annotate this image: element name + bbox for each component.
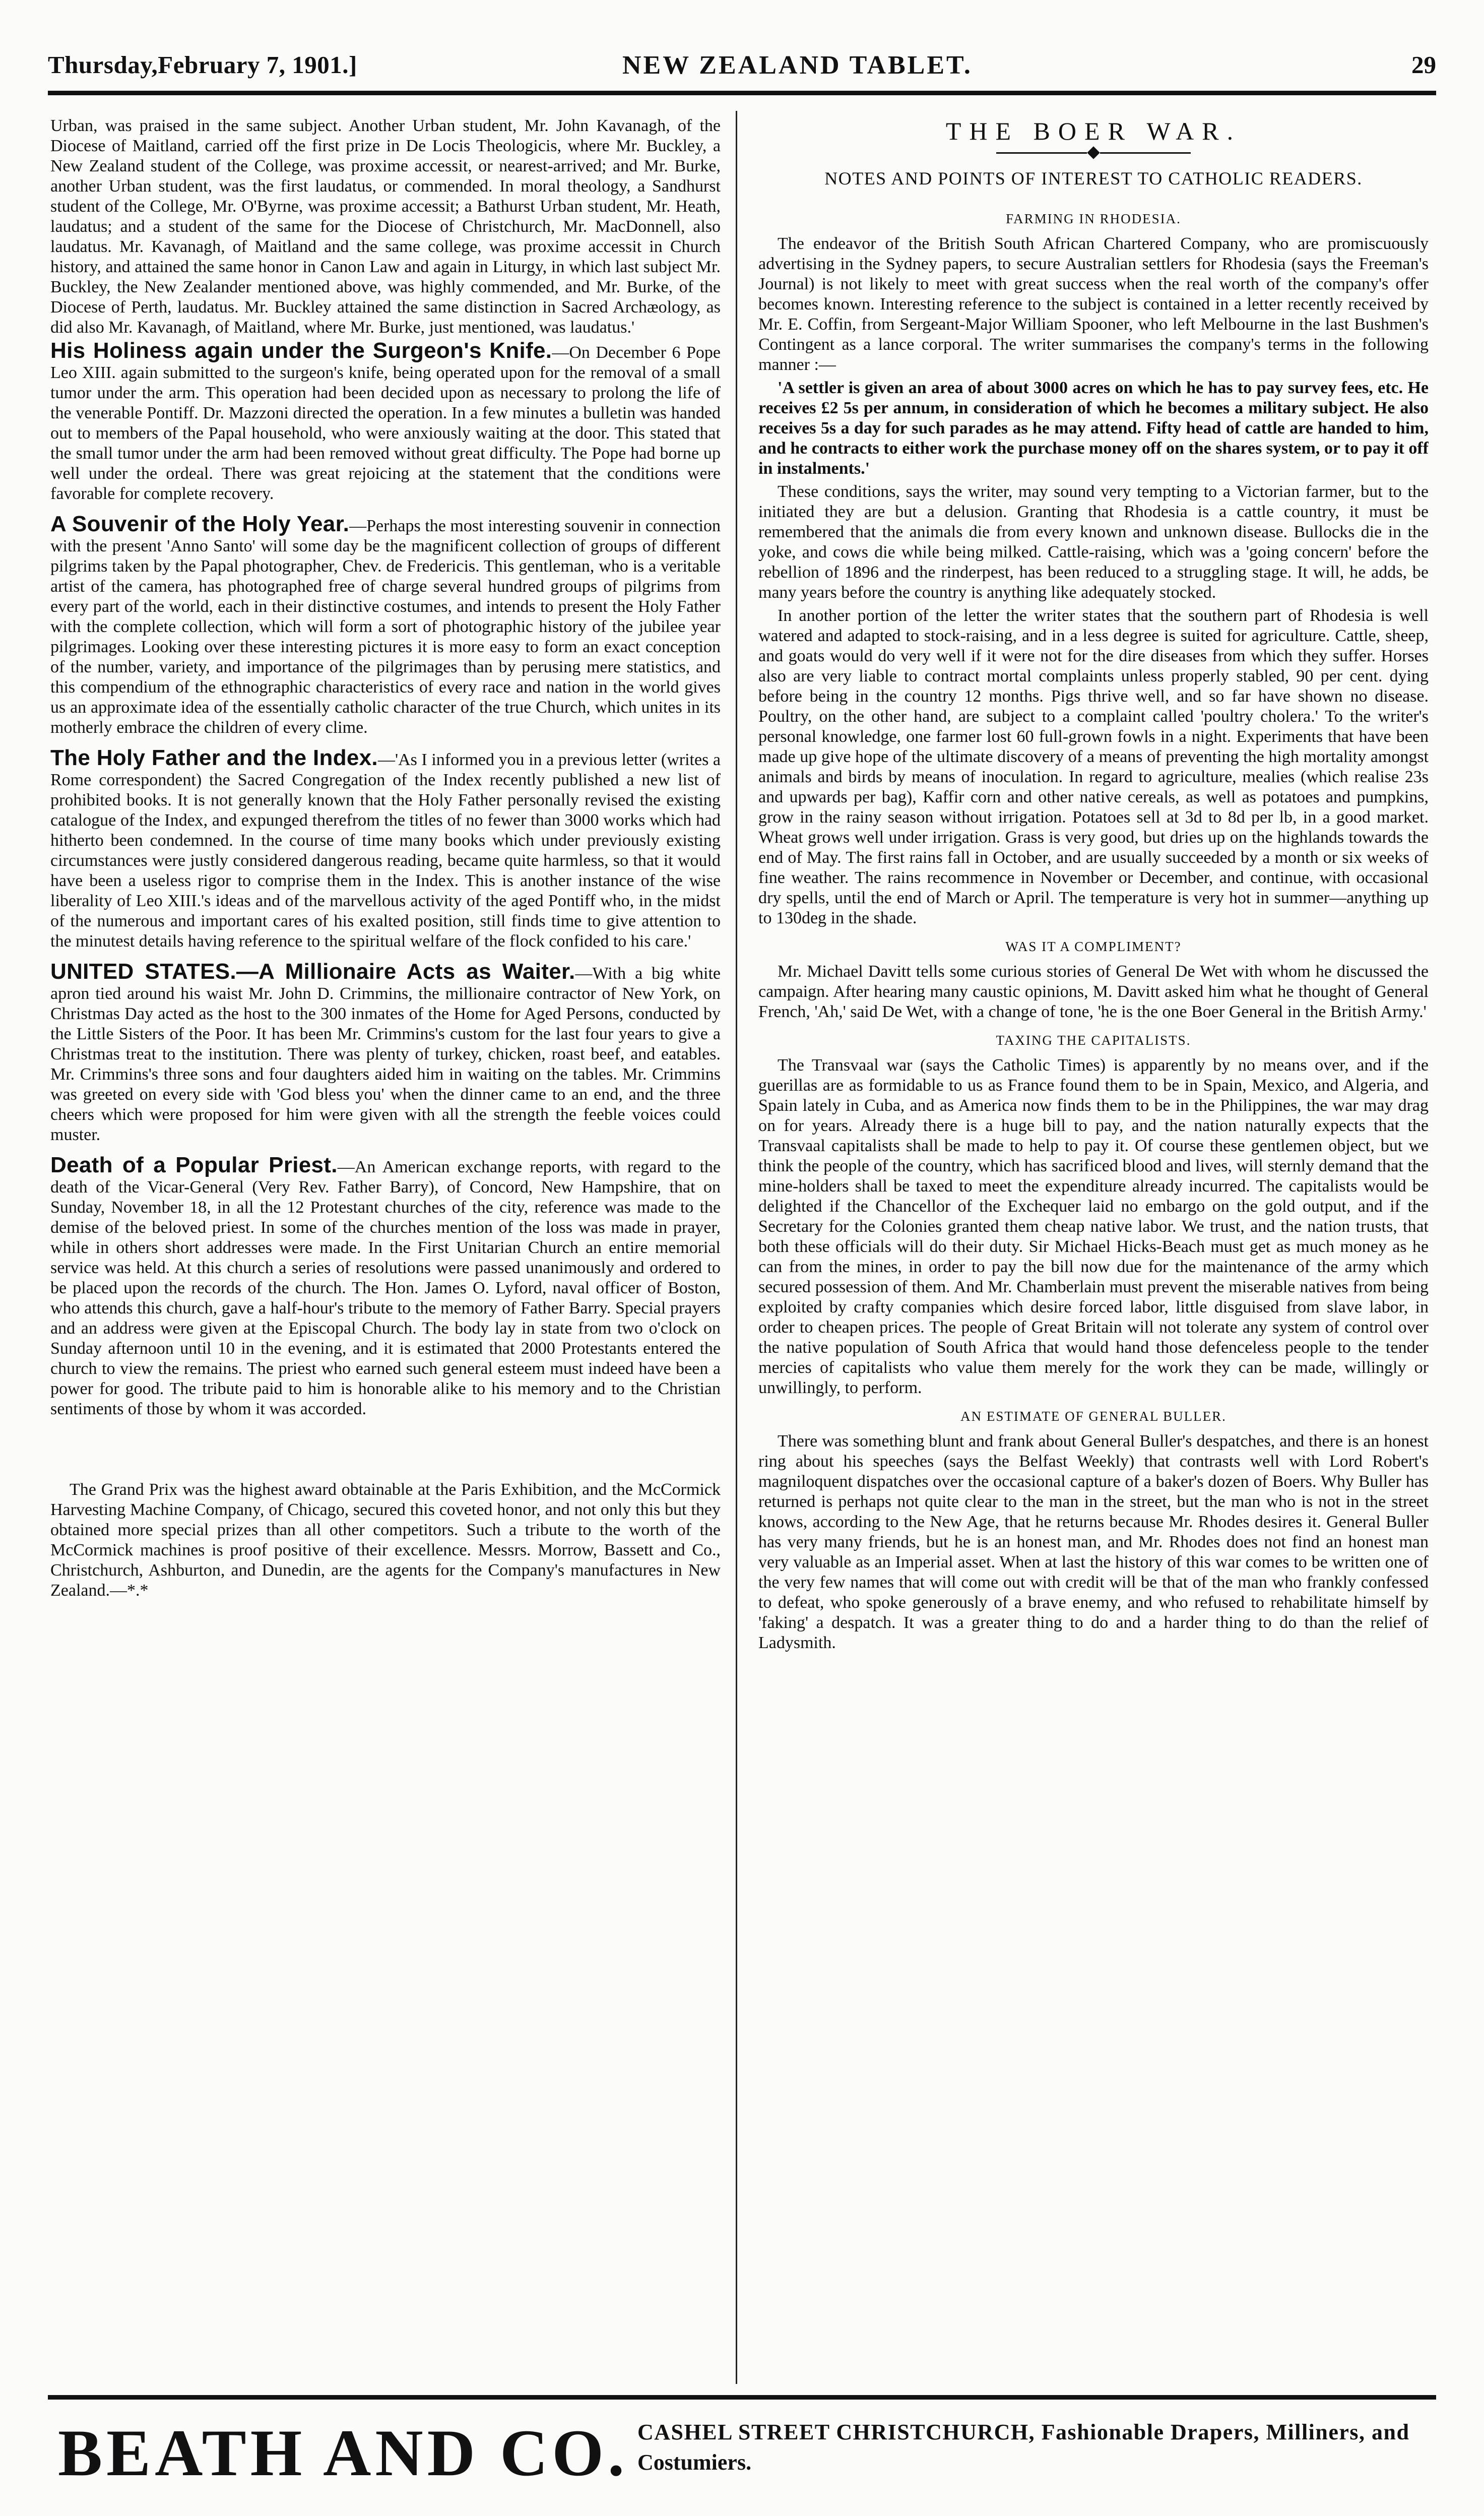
subhead-compliment: WAS IT A COMPLIMENT?	[1005, 939, 1182, 954]
left-column	[50, 116, 721, 2334]
ornament-rule	[996, 152, 1087, 154]
article-death-priest	[50, 1155, 721, 1419]
right-column	[758, 116, 1429, 2354]
article-body: —On December 6 Pope Leo XIII. again submitted to the surgeon's knife, being operated upon for the removal of a small tumor under the arm. This operation had been decided upon as necessary to prolong the life of the venerable Pontiff. Dr. Mazzoni directed the operation. In a few minutes a bulletin was handed out to members of the Papal household, who were anxiously waiting at the door. This stated that the small tumor under the arm had been removed without great difficulty. The Pope had borne up well under the ordeal. There was great rejoicing at the statement that the conditions were favorable for complete recovery.	[50, 343, 721, 503]
column-spacer	[50, 1429, 721, 1480]
title-ornament	[758, 148, 1429, 157]
paragraph: The Transvaal war (says the Catholic Times) is apparently by no means over, and if the guerillas are as formidable to us as France found them to be in Spain, Mexico, and Algeria, and Spain lately in Cuba, and as America now finds them to be in the Philippines, the war may drag on for years. Already there is a huge bill to pay, and the nation naturally expects that the Transvaal capitalists shall be made to help to pay it. Of course these gentlemen object, but we think the people of the country, which has sacrificed blood and lives, will sternly demand that the mine-holders shall be taxed to meet the expenditure already incurred. The capitalists would be delighted if the Chancellor of the Exchequer laid no embargo on the gold output, and if the Secretary for the Colonies granted them cheap native labor. We trust, and the nation trusts, that both these officials will do their duty. Sir Michael Hicks-Beach must get as much money as he can from the mines, in order to pay the bill now due for the maintenance of the army which secured possession of them. And Mr. Chamberlain must prevent the miserable natives from being exploited by crafty companies which desire forced labor, little disguised from slave labor, in order to cheapen prices. The people of Great Britain will not tolerate any system of control over the native population of South Africa that would hand those defenceless people to the tender mercies of capitalists who value them merely for the work they can be made, willingly or unwillingly, to perform.	[758, 1056, 1429, 1397]
article-holiness	[50, 338, 721, 504]
article-index	[50, 745, 721, 952]
subhead-taxing: TAXING THE CAPITALISTS.	[996, 1033, 1191, 1048]
subhead-farming: FARMING IN RHODESIA.	[1006, 211, 1181, 226]
masthead-title: NEW ZEALAND TABLET.	[622, 51, 973, 80]
diamond-icon	[1087, 146, 1100, 159]
paragraph: There was something blunt and frank about General Buller's despatches, and there is an honest ring about his speeches (says the Belfast Weekly) that contrasts well with Lord Robert's magniloquent dispatches over the occasional capture of a baker's dozen of Boers. Why Buller has returned is perhaps not quite clear to the man in the street, but the man who is not in the street knows, according to the New Age, that he returns because Mr. Rhodes desires it. General Buller has very many friends, but he is an honest man, and Mr. Rhodes does not find an honest man very valuable as an Imperial asset. When at last the history of this war comes to be written one of the very few names that will come out with credit will be that of the man who frankly confessed to defeat, who spoke generously of a brave enemy, and who refused to rehabilitate himself by 'faking' a despatch. It was a greater thing to do and a harder thing to do than the relief of Ladysmith.	[758, 1432, 1429, 1652]
page-number: 29	[1411, 51, 1436, 79]
advertiser-trade: Costumiers.	[637, 2450, 752, 2475]
column-divider	[736, 111, 737, 2384]
ornament-rule	[1100, 152, 1191, 154]
header-date: Thursday,February 7, 1901.]	[48, 51, 357, 79]
paragraph: In another portion of the letter the writer states that the southern part of Rhodesia is well watered and adapted to stock-raising, and in a less degree is suited for agriculture. Cattle, sheep, and goats would do very well if it were not for the dire diseases from which they suffer. Horses also are very liable to contract mortal complaints unless properly stabled, 90 per cent. dying before being in the country 12 months. Pigs thrive well, and so far have shown no disease. Poultry, on the other hand, are subject to a complaint called 'poultry cholera.' To the writer's personal knowledge, one farmer lost 60 full-grown fowls in a night. Experiments that have been made up give hope of the ultimate discovery of a means of preventing the high mortality amongst animals and birds by means of inoculation. In regard to agriculture, mealies (which realise 23s and upwards per bag), Kaffir corn and other native cereals, as well as potatoes and pumpkins, grow in the rainy season without irrigation. Potatoes sell at 3d to 8d per lb, in a good market. Wheat grows well under irrigation. Grass is very good, but dries up on the highlands towards the end of May. The first rains fall in October, and are usually succeeded by a month or six weeks of fine weather. The rains recommence in November or December, and continue, with occasional dry spells, until the end of March or April. The temperature is very hot in summer—anything up to 130deg in the shade.	[758, 606, 1429, 927]
article-united-states	[50, 959, 721, 1145]
article-heading: Death of a Popular Priest.	[50, 1153, 338, 1177]
advertorial-grand-prix: The Grand Prix was the highest award obtainable at the Paris Exhibition, and the McCormick Harvesting Machine Company, of Chicago, secured this coveted honor, and not only this but they obtained more special prizes than all other competitors. Such a tribute to the worth of the McCormick machines is proof positive of their excellence. Messrs. Morrow, Bassett and Co., Christchurch, Ashburton, and Dunedin, are the agents for the Company's manufactures in New Zealand.—*.*	[50, 1480, 721, 1600]
article-heading: The Holy Father and the Index.	[50, 745, 378, 770]
section-title: THE BOER WAR.	[945, 117, 1242, 145]
article-body: —'As I informed you in a previous letter (writes a Rome correspondent) the Sacred Congregation of the Index recently published a new list of prohibited books. It is not generally known that the Holy Father personally revised the existing catalogue of the Index, and expunged therefrom the titles of no fewer than 3000 works which had hitherto been condemned. In the course of time many books which under previously existing circumstances were justly considered dangerous reading, became quite harmless, so that it would have been a useless rigor to comprise them in the Index. This is another instance of the wise liberality of Leo XIII.'s ideas and of the marvellous activity of the aged Pontiff who, in the midst of the numerous and important cares of his exalted position, still finds time to give attention to the minutest details having reference to the spiritual welfare of the flock confided to his care.'	[50, 750, 721, 951]
article-heading: His Holiness again under the Surgeon's Knife.	[50, 338, 552, 363]
article-heading: A Souvenir of the Holy Year.	[50, 512, 350, 536]
article-body: —Perhaps the most interesting souvenir in connection with the present 'Anno Santo' will some day be the magnificent collection of groups of different pilgrims taken by the Papal photographer, Chev. de Fredericis. This gentleman, who is a veritable artist of the camera, has photographed free of charge several hundred groups of pilgrims from every part of the world, each in their distinctive costumes, and intends to present the Holy Father with the complete collection, which will form a sort of photographic history of the jubilee year pilgrimages. Looking over these interesting pictures it is more easy to form an exact conception of the number, variety, and importance of the pilgrimages than by perusing mere statistics, and this compendium of the ethnographic characteristics of every race and nation in the world gives us an approximate idea of the essentially catholic character of the true Church, which unites in its motherly embrace the children of every clime.	[50, 517, 721, 737]
footer-rule	[48, 2395, 1436, 2400]
advertisement-footer	[58, 2414, 1418, 2490]
article-body: —With a big white apron tied around his waist Mr. John D. Crimmins, the millionaire contractor of New York, on Christmas Day acted as the host to the 300 inmates of the Home for Aged Persons, conducted by the Little Sisters of the Poor. It has been Mr. Crimmins's custom for the last four years to give a Christmas treat to the institution. There was plenty of turkey, chicken, roast beef, and eatables. Mr. Crimmins's three sons and four daughters aided him in waiting on the tables. Mr. Crimmins was greeted on every side with 'God bless you' when the dinner came to an end, and the three cheers which were proposed for him were given with all the strength the feeble voices could muster.	[50, 964, 721, 1144]
advertiser-name: BEATH AND CO.	[58, 2416, 629, 2490]
advertiser-address: CASHEL STREET CHRISTCHURCH, Fashionable Drapers, Milliners, and	[637, 2420, 1410, 2444]
subhead-buller: AN ESTIMATE OF GENERAL BULLER.	[960, 1409, 1227, 1424]
article-heading: UNITED STATES.—A Millionaire Acts as Waiter.	[50, 959, 575, 984]
article-souvenir	[50, 514, 721, 738]
continued-paragraph: Urban, was praised in the same subject. Another Urban student, Mr. John Kavanagh, of the Diocese of Maitland, carried off the first prize in De Locis Theologicis, where Mr. Buckley, a New Zealand student of the College, was proxime accessit, or nearest-arrived; and Mr. Burke, another Urban student, was the first laudatus, or commended. In moral theology, a Sandhurst student of the College, Mr. O'Byrne, was proxime accessit; a Bathurst Urban student, Mr. Heath, laudatus; and a student of the same for the Diocese of Christchurch, Mr. MacDonnell, also laudatus. Mr. Kavanagh, of Maitland and the same college, was proxime accessit in Church history, and attained the same honor in Canon Law and again in Liturgy, in which last subject Mr. Buckley, the New Zealander mentioned above, was highly commended, and Mr. Burke, of the Diocese of Perth, laudatus. Mr. Buckley attained the same distinction in Sacred Archæology, as did also Mr. Kavanagh, of Maitland, where Mr. Burke, just mentioned, was laudatus.'	[50, 116, 721, 337]
paragraph: The endeavor of the British South African Chartered Company, who are promiscuously advertising in the Sydney papers, to secure Australian settlers for Rhodesia (says the Freeman's Journal) is not likely to meet with great success when the real worth of the company's offer becomes known. Interesting reference to the subject is contained in a letter recently received by Mr. E. Coffin, from Sergeant-Major William Spooner, who left Melbourne in the last Bushmen's Contingent as a lance corporal. The writer summarises the company's terms in the following manner :—	[758, 234, 1429, 374]
paragraph: These conditions, says the writer, may sound very tempting to a Victorian farmer, but to the initiated they are but a delusion. Granting that Rhodesia is a cattle country, it must be remembered that the animals die from every known and unknown disease. Bullocks die in the yoke, and cows die while being milked. Cattle-raising, which was a 'going concern' before the rebellion of 1896 and the rinderpest, has been reduced to a struggling stage. It will, he adds, be many years before the country is anything like adequately stocked.	[758, 482, 1429, 602]
quoted-terms: 'A settler is given an area of about 3000 acres on which he has to pay survey fees, etc. He receives £2 5s per annum, in consideration of which he becomes a military subject. He also receives 5s a day for such parades as he may attend. Fifty head of cattle are handed to him, and he contracts to either work the purchase money off on the shares system, or to pay it off in instalments.'	[758, 379, 1429, 478]
page-header	[48, 50, 1436, 86]
paragraph: Mr. Michael Davitt tells some curious stories of General De Wet with whom he discussed the campaign. After hearing many caustic opinions, M. Davitt asked him what he thought of General French, 'Ah,' said De Wet, with a change of tone, 'he is the one Boer General in the British Army.'	[758, 962, 1429, 1021]
section-subtitle: NOTES AND POINTS OF INTEREST TO CATHOLIC READERS.	[824, 168, 1363, 188]
header-rule	[48, 91, 1436, 95]
article-body: —An American exchange reports, with regard to the death of the Vicar-General (Very Rev. Father Barry), of Concord, New Hampshire, that on Sunday, November 18, in all the 12 Protestant churches of the city, reference was made to the demise of the beloved priest. In some of the churches mention of the loss was made in prayer, while in others short addresses were made. In the First Unitarian Church an entire memorial service was held. At this church a series of resolutions were passed unanimously and ordered to be placed upon the records of the church. The Hon. James O. Lyford, naval officer of Boston, who attends this church, gave a half-hour's tribute to the memory of Father Barry. Special prayers and an address were given at the Episcopal Church. The body lay in state from two o'clock on Sunday afternoon until 10 in the evening, and it is estimated that 2000 Protestants entered the church to view the remains. The priest who earned such general esteem must indeed have been a power for good. The tribute paid to him is honorable alike to his memory and to the Christian sentiments of those by whom it was accorded.	[50, 1158, 721, 1418]
